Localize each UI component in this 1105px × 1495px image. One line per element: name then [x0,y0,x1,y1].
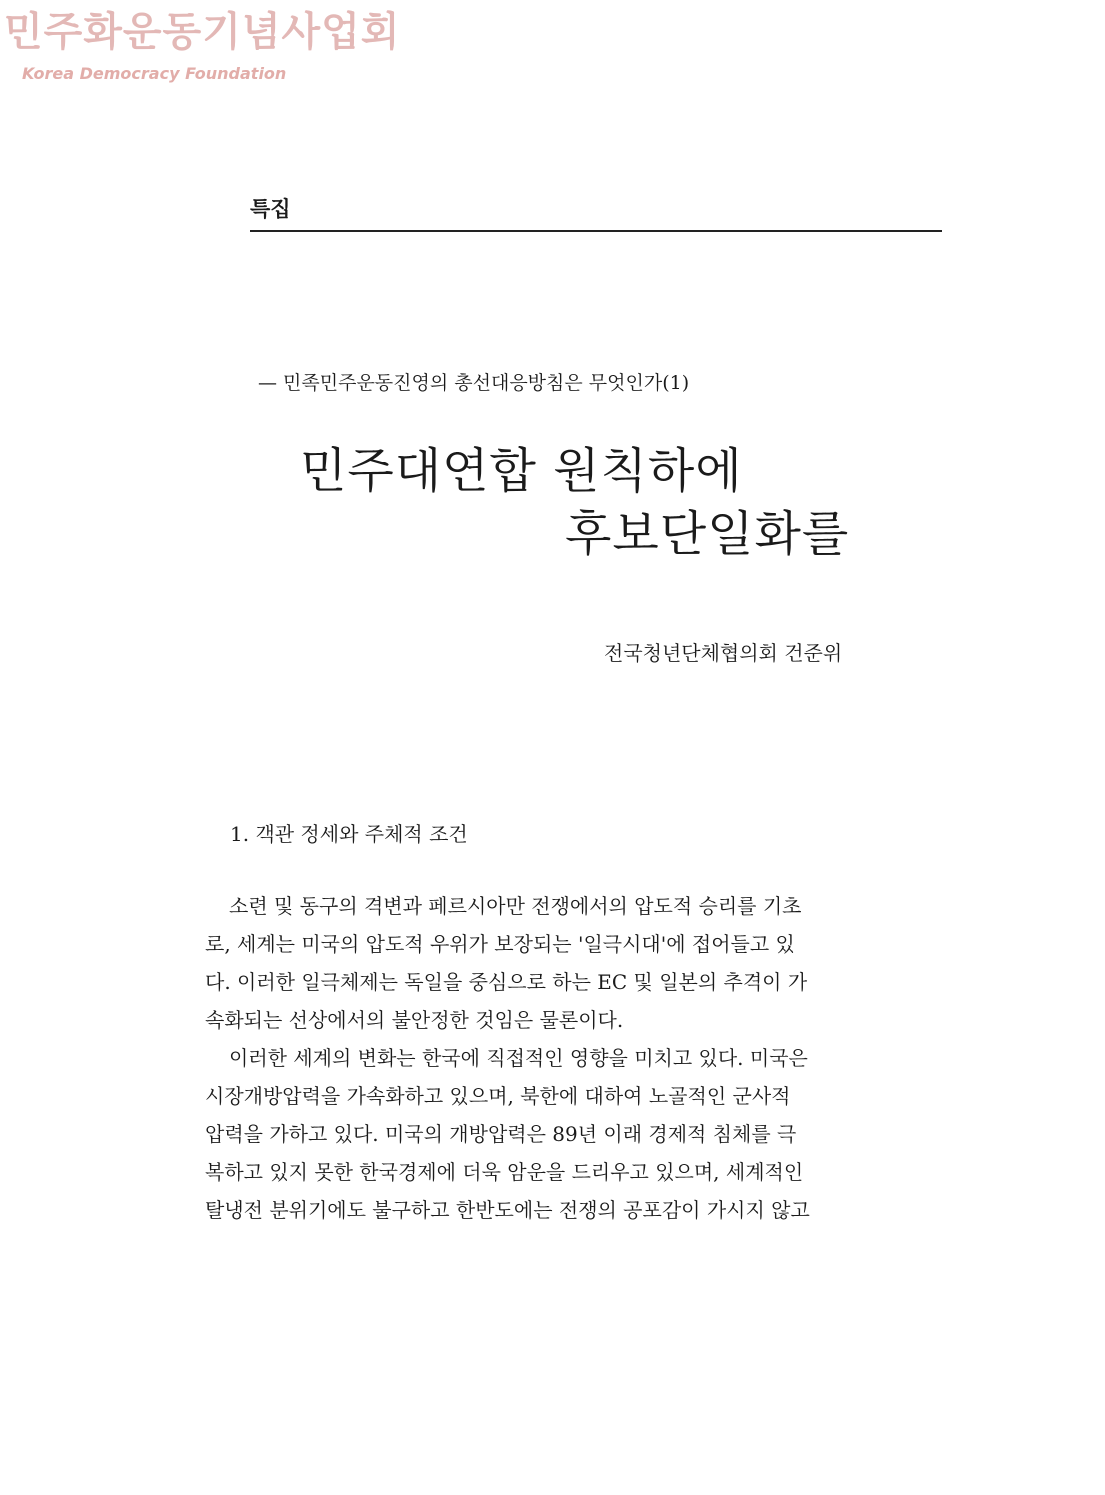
article-title-line-1: 민주대연합 원칙하에 [300,443,743,499]
section-heading: 1. 객관 정세와 주체적 조건 [230,822,468,846]
body-line: 압력을 가하고 있다. 미국의 개방압력은 89년 이래 경제적 침체를 극 [205,1122,797,1146]
body-line: 이러한 세계의 변화는 한국에 직접적인 영향을 미치고 있다. 미국은 [229,1046,808,1070]
article-title-line-2: 후보단일화를 [565,506,850,562]
foundation-watermark-english: Korea Democracy Foundation [22,64,287,83]
body-line: 탈냉전 분위기에도 불구하고 한반도에는 전쟁의 공포감이 가시지 않고 [205,1198,810,1222]
header-divider [250,230,942,232]
body-line: 속화되는 선상에서의 불안정한 것임은 물론이다. [205,1008,624,1032]
article-subtitle: — 민족민주운동진영의 총선대응방침은 무엇인가(1) [258,372,690,394]
foundation-watermark-korean: 민주화운동기념사업회 [4,9,401,55]
body-line: 소련 및 동구의 격변과 페르시아만 전쟁에서의 압도적 승리를 기초 [229,894,802,918]
body-line: 로, 세계는 미국의 압도적 우위가 보장되는 '일극시대'에 접어들고 있 [205,932,795,956]
body-line: 시장개방압력을 가속화하고 있으며, 북한에 대하여 노골적인 군사적 [205,1084,791,1108]
body-line: 다. 이러한 일극체제는 독일을 중심으로 하는 EC 및 일본의 추격이 가 [205,970,808,994]
article-body [205,887,923,1229]
article-author: 전국청년단체협의회 건준위 [604,641,843,665]
body-line: 복하고 있지 못한 한국경제에 더욱 암운을 드리우고 있으며, 세계적인 [205,1160,804,1184]
section-label: 특집 [250,197,291,221]
